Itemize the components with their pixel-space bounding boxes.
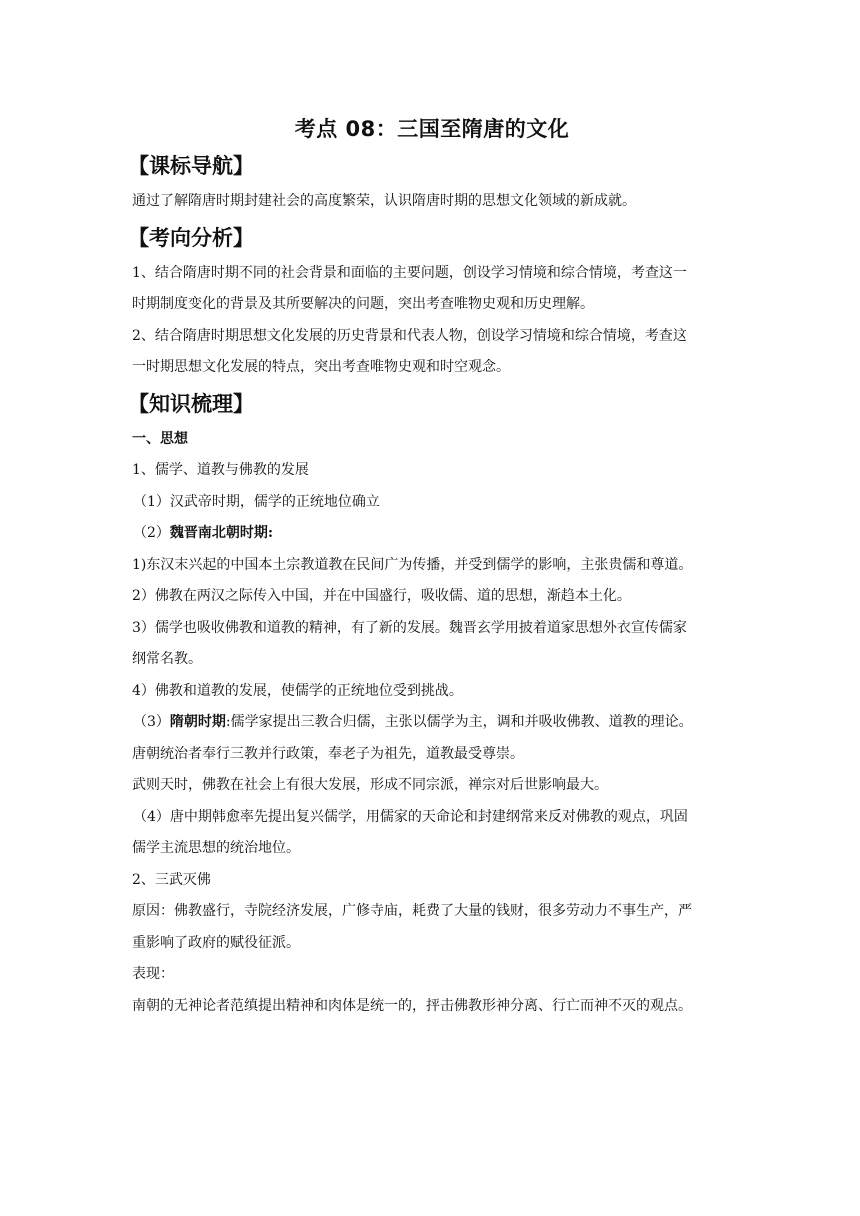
section-heading-knowledge: 【知识梳理】 — [128, 391, 254, 416]
analysis-p2-line2: 一时期思想文化发展的特点，突出考查唯物史观和时空观念。 — [132, 359, 510, 375]
item-1-2-prefix: （2） — [133, 525, 170, 541]
item-1-3-prefix: （3） — [133, 714, 170, 730]
line-a: 1)东汉末兴起的中国本土宗教道教在民间广为传播，并受到儒学的影响，主张贵儒和尊道。 — [132, 556, 693, 573]
line-f: 武则天时，佛教在社会上有很大发展，形成不同宗派，禅宗对后世影响最大。 — [132, 777, 608, 793]
item-1-4-line1: （4）唐中期韩愈率先提出复兴儒学，用儒家的天命论和封建纲常来反对佛教的观点，巩固 — [133, 808, 688, 825]
line-e: 唐朝统治者奉行三教并行政策，奉老子为祖先，道教最受尊崇。 — [132, 745, 524, 762]
item-1-1: （1）汉武帝时期，儒学的正统地位确立 — [133, 493, 380, 510]
line-d: 4）佛教和道教的发展，使儒学的正统地位受到挑战。 — [132, 682, 463, 699]
subheading-thought: 一、思想 — [132, 430, 188, 447]
manifest-label: 表现： — [132, 966, 174, 982]
item-1-3-bold: 隋朝时期 — [169, 714, 226, 730]
section-heading-nav: 【课标导航】 — [128, 154, 254, 178]
item-1-2 — [132, 518, 732, 550]
nav-text: 通过了解隋唐时期封建社会的高度繁荣，认识隋唐时期的思想文化领域的新成就。 — [132, 193, 636, 209]
item-1: 1、儒学、道教与佛教的发展 — [132, 462, 309, 478]
item-1-2-bold: 魏晋南北朝时期: — [169, 525, 274, 541]
last-line: 南朝的无神论者范缜提出精神和肉体是统一的，抨击佛教形神分离、行亡而神不灭的观点。 — [132, 997, 692, 1014]
line-c1: 3）儒学也吸收佛教和道教的精神，有了新的发展。魏晋玄学用披着道家思想外衣宣传儒家 — [132, 619, 687, 636]
reason-line1: 原因：佛教盛行，寺院经济发展，广修寺庙，耗费了大量的钱财，很多劳动力不事生产，严 — [132, 903, 692, 919]
analysis-p1-line2: 时期制度变化的背景及其所要解决的问题，突出考查唯物史观和历史理解。 — [132, 296, 594, 312]
page-title: 考点 08：三国至隋唐的文化 — [294, 117, 570, 141]
analysis-p2-line1: 2、结合隋唐时期思想文化发展的历史背景和代表人物，创设学习情境和综合情境，考查这 — [132, 327, 687, 344]
analysis-p1-line1: 1、结合隋唐时期不同的社会背景和面临的主要问题，创设学习情境和综合情境，考查这一 — [132, 264, 687, 281]
item-1-4-line2: 儒学主流思想的统治地位。 — [132, 840, 300, 856]
item-1-3-text: :儒学家提出三教合归儒，主张以儒学为主，调和并吸收佛教、道教的理论。 — [225, 714, 693, 730]
item-1-3 — [132, 707, 732, 739]
line-c2: 纲常名教。 — [132, 651, 202, 667]
line-b: 2）佛教在两汉之际传入中国，并在中国盛行，吸收儒、道的思想，渐趋本土化。 — [132, 588, 631, 604]
reason-line2: 重影响了政府的赋役征派。 — [132, 934, 300, 951]
item-2: 2、三武灭佛 — [132, 871, 211, 888]
document-page — [128, 112, 732, 1022]
section-heading-analysis: 【考向分析】 — [128, 225, 254, 250]
